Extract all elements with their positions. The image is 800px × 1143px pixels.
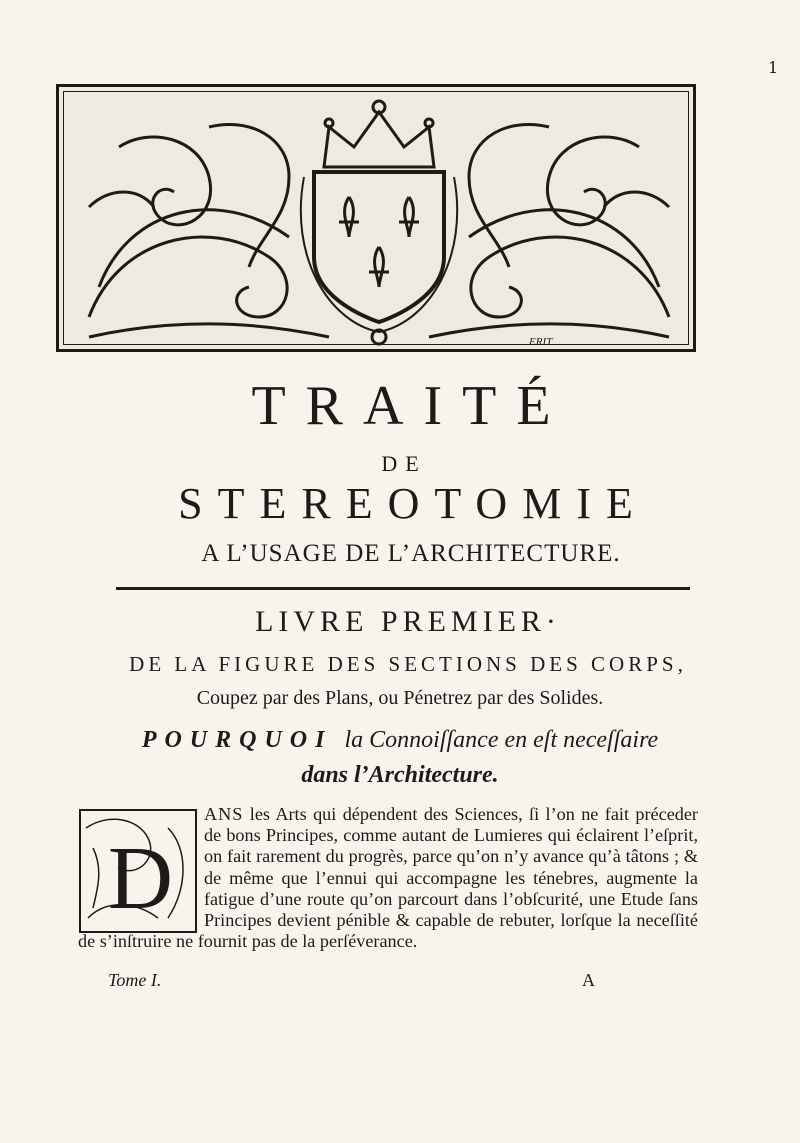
title-traite: TRAITÉ — [251, 375, 571, 437]
headpiece-ornament — [56, 84, 696, 352]
page-number: 1 — [768, 58, 779, 77]
headpiece-caption: ERIT — [529, 336, 553, 348]
dropcap-letter: D — [108, 829, 173, 928]
footer-signature: A — [582, 970, 595, 990]
title-de: DE — [381, 451, 427, 476]
footer-volume: Tome I. — [108, 970, 162, 990]
royal-arms-engraving — [59, 87, 699, 355]
question-text: la Connoiſſance en eſt neceſſaire — [344, 727, 659, 753]
section-heading: DE LA FIGURE DES SECTIONS DES CORPS, — [129, 652, 687, 676]
body-lead-word: ANS — [204, 804, 244, 824]
question-heading-cont: dans l’Architecture. — [301, 762, 499, 788]
question-heading — [0, 727, 800, 754]
section-subheading: Coupez par des Plans, ou Pénetrez par des Solides. — [196, 687, 604, 709]
title-stereotomie: STEREOTOMIE — [178, 479, 648, 528]
question-keyword: POURQUOI — [141, 727, 333, 753]
divider-rule — [116, 587, 690, 590]
body-paragraph — [78, 804, 698, 952]
book-heading: LIVRE PREMIER· — [255, 605, 561, 638]
body-text: les Arts qui dépendent des Sciences, ſi l’on ne fait préceder de bons Principes, comme autant de Lumieres qui éclairent l’eſprit, on fait rarement du progrès, parce qu’on n’y avance qu’à tâtons ; & de même que l’ennui qui accompagne les ténebres, augmente la fatigue d’une route qu’on parcourt dans l’obſcurité, une Etude ſans Principes devient pénible & capable de rebuter, lorſque la neceſſité de s’inſtruire ne fournit pas de la perſéverance. — [78, 804, 698, 952]
title-usage: A L’USAGE DE L’ARCHITECTURE. — [201, 540, 621, 567]
